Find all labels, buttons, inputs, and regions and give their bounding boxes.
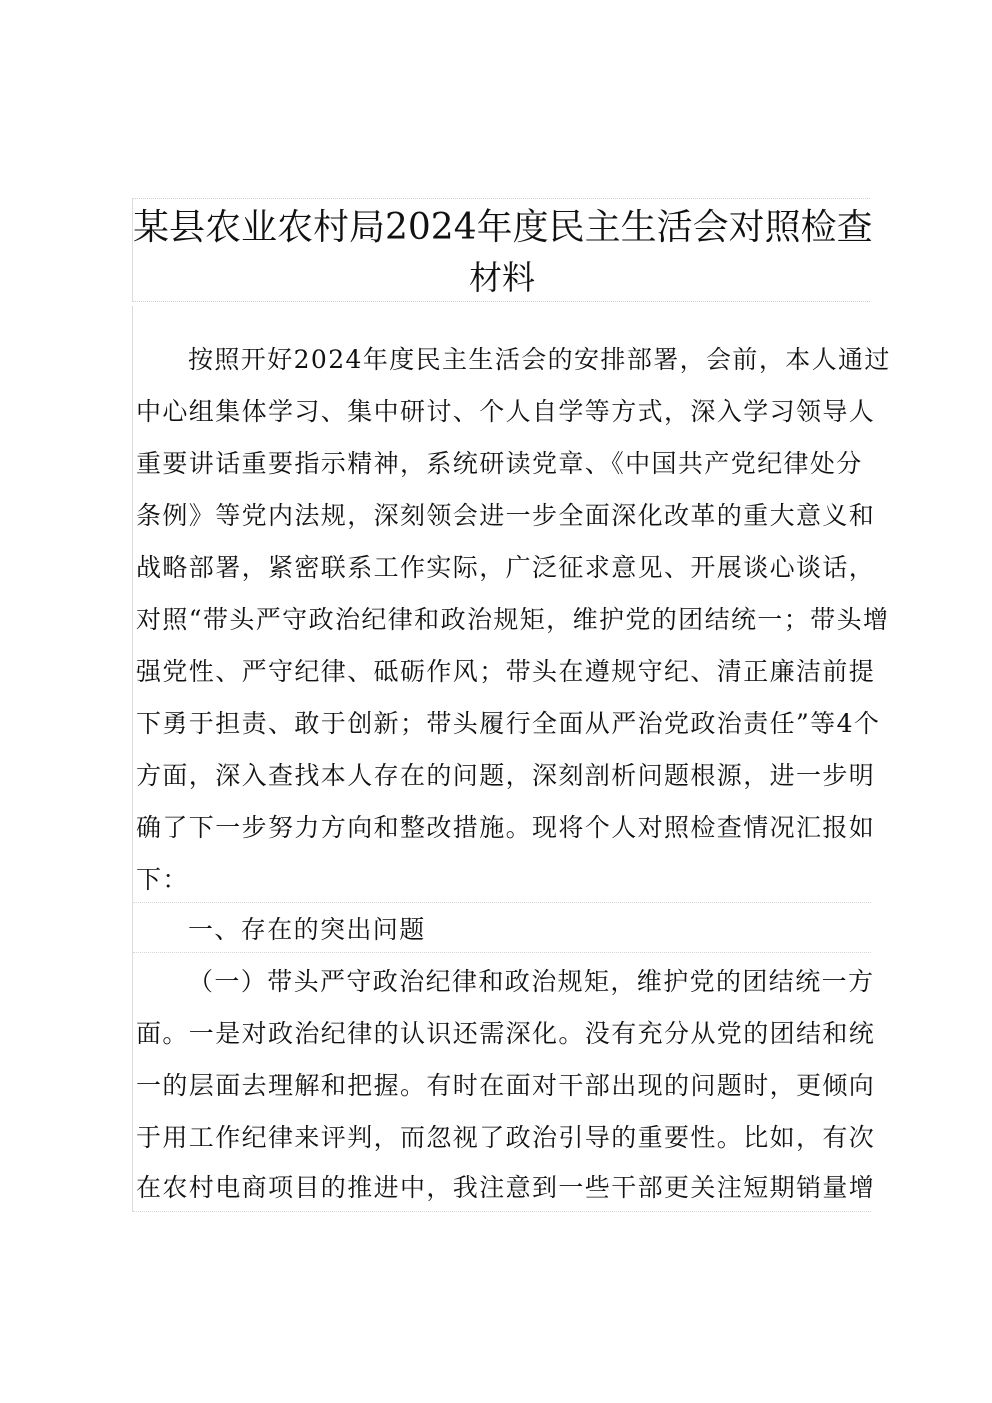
- document-title: [132, 198, 873, 302]
- subsection-line: 面。一是对政治纪律的认识还需深化。没有充分从党的团结和统: [136, 1019, 876, 1048]
- section-heading: 一、存在的突出问题: [188, 915, 426, 944]
- intro-line: 重要讲话重要指示精神，系统研读党章、《中国共产党纪律处分: [136, 449, 863, 478]
- intro-line: 方面，深入查找本人存在的问题，深刻剖析问题根源，进一步明: [136, 761, 876, 790]
- document-body: [132, 306, 891, 1212]
- subsection-line: 一的层面去理解和把握。有时在面对干部出现的问题时，更倾向: [136, 1071, 876, 1100]
- divider: [133, 902, 871, 903]
- intro-line: 战略部署，紧密联系工作实际，广泛征求意见、开展谈心谈话，: [136, 553, 876, 582]
- divider: [133, 1211, 871, 1212]
- intro-line: 确了下一步努力方向和整改措施。现将个人对照检查情况汇报如: [136, 813, 876, 842]
- subsection-line: （一）带头严守政治纪律和政治规矩，维护党的团结统一方: [188, 967, 875, 996]
- intro-line: 中心组集体学习、集中研讨、个人自学等方式，深入学习领导人: [136, 397, 876, 426]
- intro-line: 按照开好2024年度民主生活会的安排部署，会前，本人通过: [188, 345, 891, 374]
- subsection-line: 于用工作纪律来评判，而忽视了政治引导的重要性。比如，有次: [136, 1123, 876, 1152]
- divider: [133, 952, 871, 953]
- intro-line: 条例》等党内法规，深刻领会进一步全面深化改革的重大意义和: [136, 501, 876, 530]
- intro-line: 强党性、严守纪律、砥砺作风；带头在遵规守纪、清正廉洁前提: [136, 657, 876, 686]
- title-line-2: 材料: [469, 258, 535, 297]
- subsection-line: 在农村电商项目的推进中，我注意到一些干部更关注短期销量增: [136, 1173, 876, 1202]
- intro-line: 下勇于担责、敢于创新；带头履行全面从严治党政治责任”等4个: [136, 709, 881, 738]
- intro-line: 下：: [136, 865, 189, 894]
- title-line-1: 某县农业农村局2024年度民主生活会对照检查: [133, 207, 873, 248]
- intro-line: 对照“带头严守政治纪律和政治规矩，维护党的团结统一；带头增: [136, 605, 890, 634]
